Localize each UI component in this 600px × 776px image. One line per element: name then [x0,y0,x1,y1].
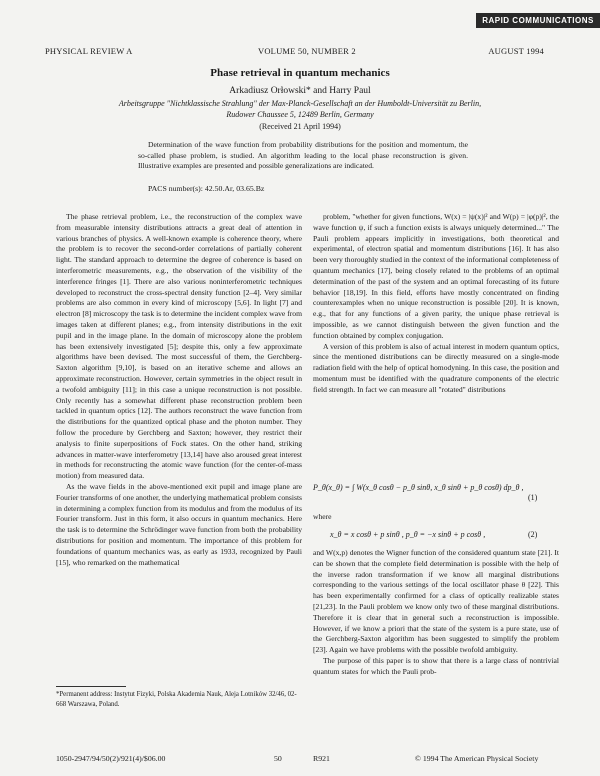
where-word: where [313,512,332,521]
footnote: *Permanent address: Instytut Fizyki, Polska Akademia Nauk, Aleja Lotników 32/46, 02-668 Warszawa, Poland. [56,691,297,708]
footnote-rule [56,686,126,687]
body-paragraph: The phase retrieval problem, i.e., the reconstruction of the complex wave from measurable intensity distributions attracts a great deal of attention in various branches of physics. A well-known example is coherence theory, where the problem is to recover the second-order correlations of partially coherent light. The standard approach to determine the degree of coherence is based on interferometric measurements, e.g., the observation of the visibility of the interference fringes [1]. There are also various noninterferometric techniques developed to reconstruct the cross-spectral density function [2–4]. Very similar problems are also common in every kind of microscopy [5,6]. In light [7] and electron [8] microscopy the task is to determine the incident complex wave from images taken at different planes; e.g., from intensity distributions in the exit pupil and in the image plane. In the domain of microscopy alone the problem has been extensively investigated [5]; despite this, only a few approximate algorithms have been devised. The most successful of them, the Gerchberg-Saxton algorithm [9,10], is based on an iterative scheme and allows an approximate reconstruction. However, certain symmetries in the object result in a twofold ambiguity [11]; in this case a unique reconstruction is not possible. Only recently has a somewhat different phase reconstruction problem been tackled in quantum optics [12]. The authors reconstruct the wave function from the distributions for the quantized optical phase and the photon number. They follow the procedure by Gerchberg and Saxton; however, they restrict their analysis to finite superpositions of Fock states. On the other hand, striking advances in matter-wave interferometry [13,14] have also aroused great interest in methods for reconstructing the atomic wave function (for the center-of-mass motion) from measured data. [56,212,302,481]
right-column-continued [313,548,559,720]
affiliation [0,99,600,120]
paper-title: Phase retrieval in quantum mechanics [210,67,390,79]
equation-1: P_θ(x_θ) = ∫ W(x_θ cosθ − p_θ sinθ, x_θ sinθ + p_θ cosθ) dp_θ , [313,483,524,492]
body-paragraph: As the wave fields in the above-mentioned exit pupil and image plane are Fourier transforms of one another, the underlying mathematical problem consists in determining a complex function from its modulus and from the modulus of its Fourier transform. Just in this form, it also occurs in quantum mechanics. Here the task is to determine the Schrödinger wave function from both the probability distributions for position and momentum. The importance of this problem for foundations of quantum mechanics was, as early as 1933, recognized by Pauli [15], who remarked on the mathematical [56,481,303,567]
received-date: (Received 21 April 1994) [259,122,341,131]
affiliation-line-2: Rudower Chaussee 5, 12489 Berlin, Germany [226,109,374,119]
right-column [313,212,559,480]
issue-date: AUGUST 1994 [488,46,544,56]
journal-name: PHYSICAL REVIEW A [45,46,133,56]
rapid-communications-banner: RAPID COMMUNICATIONS [476,13,600,28]
left-column [56,212,302,568]
equation-2: x_θ = x cosθ + p sinθ , p_θ = −x sinθ + p cosθ , [330,530,486,539]
body-paragraph: and W(x,p) denotes the Wigner function of the considered quantum state [21]. It can be shown that the complete field determination is possible with the help of the inverse radon transformation if we know all marginal distributions corresponding to the various settings of the local oscillator phase θ [22]. This has been experimentally confirmed for a class of optically realizable states [21,23]. In the Pauli problem we know only two of these marginal distributions. Therefore it is clear that in general such a reconstruction is impossible. However, if we know a priori that the state of the system is a pure state, use of the Gerchberg-Saxton algorithm has been suggested to simplify the problem [23]. Again we have problems with the possible twofold ambiguity. [313,548,559,655]
pacs-numbers: PACS number(s): 42.50.Ar, 03.65.Bz [148,184,265,193]
equation-2-number: (2) [528,530,538,539]
volume-page: 50 [274,754,282,763]
body-paragraph: The purpose of this paper is to show that there is a large class of nontrivial quantum states for which the Pauli prob- [313,655,559,676]
affiliation-line-1: Arbeitsgruppe "Nichtklassische Strahlung" der Max-Planck-Gesellschaft an der Humboldt-Universität zu Berlin, [118,99,482,108]
authors: Arkadiusz Orłowski* and Harry Paul [229,86,371,96]
copyright: © 1994 The American Physical Society [415,754,539,763]
page-number: R921 [313,754,330,763]
equation-1-number: (1) [528,493,538,502]
body-paragraph: A version of this problem is also of actual interest in modern quantum optics, since the mentioned distributions can be directly measured on a single-mode radiation field with the help of optical homodyning. In this case, the position and momentum must be identified with the quadrature components of the electric field strength. In fact we can measure all "rotated" distributions [313,341,559,394]
volume-number: VOLUME 50, NUMBER 2 [258,46,356,56]
body-paragraph: problem, "whether for given functions, W(x) = |ψ(x)|² and W(p) = |φ(p)|², the wave function ψ, if such a function exists is always uniquely determined..." The Pauli problem appears implicitly in investigations, both theoretical and experimental, of electron spatial and momentum distributions [16]. It has also been very thoroughly studied in the context of the informational completeness of quantum mechanics [17], being closely related to the problems of an optimal determination of the past of the system and an optimal forecasting of its future behavior [18,19]. In this field, efforts have mostly concentrated on finding counterexamples when no unique reconstruction is possible [20]. It is known, e.g., that for any functions of a given parity, the unique phase retrieval is impossible, as we cannot distinguish between the given function and the function obtained by complex conjugation. [313,212,559,340]
abstract: Determination of the wave function from probability distributions for the position and momentum, the so-called phase problem, is studied. An algorithm leading to the local phase reconstruction is given. Illustrative examples are presented and possible generalizations are indicated. [138,140,468,171]
article-code: 1050-2947/94/50(2)/921(4)/$06.00 [56,754,166,763]
